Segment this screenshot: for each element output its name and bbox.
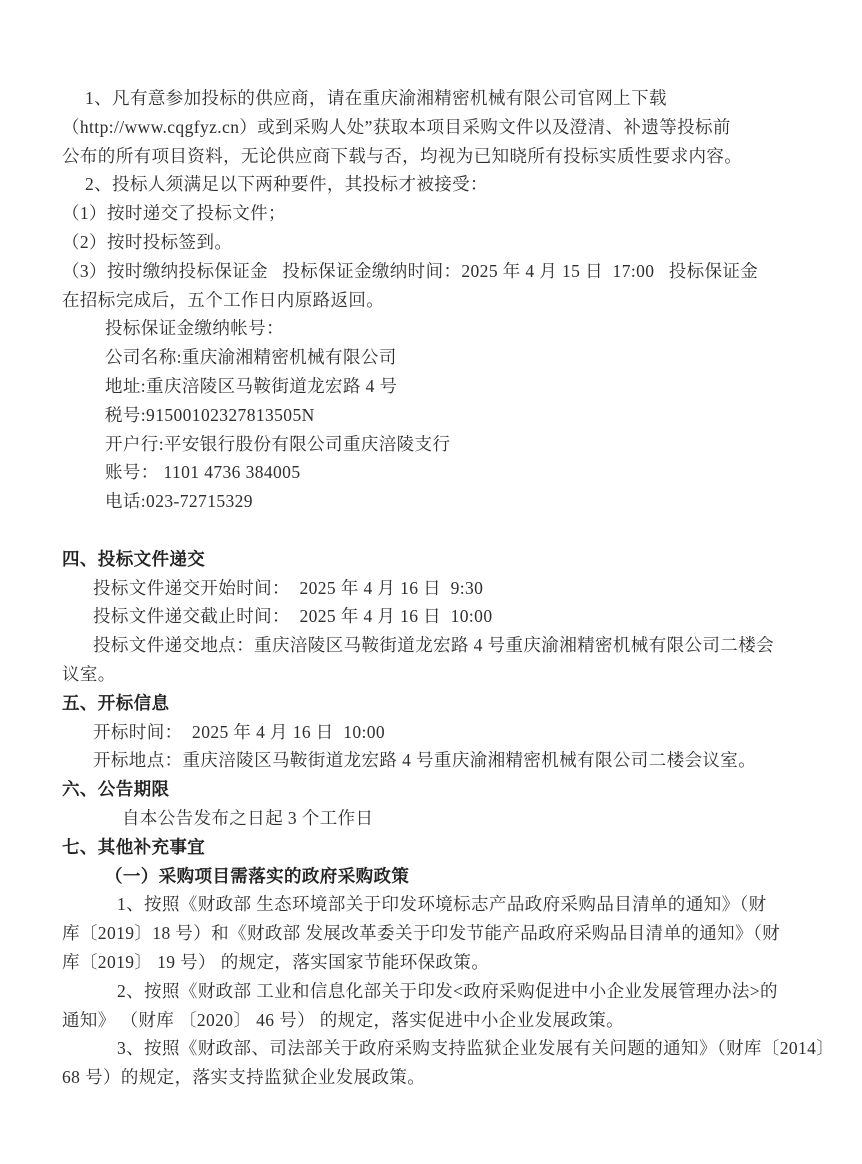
document-line: 公司名称:重庆渝湘精密机械有限公司 [105, 347, 397, 368]
document-line: 68 号）的规定，落实支持监狱企业发展政策。 [62, 1067, 426, 1088]
document-line: 议室。 [62, 663, 116, 684]
document-line: 开户行:平安银行股份有限公司重庆涪陵支行 [105, 433, 451, 454]
document-line: 在招标完成后，五个工作日内原路返回。 [62, 289, 385, 310]
document-line: 2、按照《财政部 工业和信息化部关于印发<政府采购促进中小企业发展管理办法>的 [117, 980, 778, 1001]
document-line: 公布的所有项目资料，无论供应商下载与否，均视为已知晓所有投标实质性要求内容。 [62, 145, 743, 166]
document-line: 投标保证金缴纳帐号： [105, 318, 284, 339]
document-line: 开标时间： 2025 年 4 月 16 日 10:00 [93, 721, 386, 742]
section-heading: 五、开标信息 [62, 692, 170, 713]
document-line: 1、凡有意参加投标的供应商，请在重庆渝湘精密机械有限公司官网上下载 [85, 88, 667, 108]
document-line: 自本公告发布之日起 3 个工作日 [122, 807, 374, 828]
document-line: 库〔2019〕 19 号） 的规定，落实国家节能环保政策。 [62, 951, 490, 972]
document-line: 库〔2019〕18 号）和《财政部 发展改革委关于印发节能产品政府采购品目清单的通知》（财 [62, 923, 780, 944]
document-line: 1、按照《财政部 生态环境部关于印发环境标志产品政府采购品目清单的通知》（财 [117, 894, 767, 915]
document-line: 2、投标人须满足以下两种要件，其投标才被接受： [85, 174, 488, 195]
document-line: 地址:重庆涪陵区马鞍街道龙宏路 4 号 [105, 375, 398, 396]
document-line: 投标文件递交截止时间： 2025 年 4 月 16 日 10:00 [93, 606, 493, 627]
document-line: 投标文件递交地点：重庆涪陵区马鞍街道龙宏路 4 号重庆渝湘精密机械有限公司二楼会 [93, 635, 774, 656]
document-line: （1）按时递交了投标文件； [62, 203, 286, 224]
document-line: 投标文件递交开始时间： 2025 年 4 月 16 日 9:30 [93, 577, 484, 598]
section-heading: 四、投标文件递交 [62, 548, 206, 569]
document-line: （http://www.cqgfyz.cn）或到采购人处”获取本项目采购文件以及澄清、补遗等投标前 [62, 116, 731, 137]
section-heading: （一）采购项目需落实的政府采购政策 [105, 865, 410, 886]
document-line: （3）按时缴纳投标保证金 投标保证金缴纳时间：2025 年 4 月 15 日 17:00 投标保证金 [62, 260, 759, 281]
document-line: （2）按时投标签到。 [62, 231, 233, 252]
document-body [62, 84, 835, 1092]
document-line: 开标地点：重庆涪陵区马鞍街道龙宏路 4 号重庆渝湘精密机械有限公司二楼会议室。 [93, 750, 757, 771]
document-line: 通知》 （财库 〔2020〕 46 号） 的规定，落实促进中小企业发展政策。 [62, 1009, 625, 1030]
section-heading: 七、其他补充事宜 [62, 836, 206, 857]
document-line: 3、按照《财政部、司法部关于政府采购支持监狱企业发展有关问题的通知》（财库〔2014〕 [117, 1038, 835, 1059]
section-heading: 六、公告期限 [62, 779, 170, 800]
document-line: 税号:91500102327813505N [105, 404, 315, 425]
document-line [62, 516, 804, 545]
document-line: 账号： 1101 4736 384005 [105, 462, 301, 483]
document-line: 电话:023-72715329 [105, 491, 253, 512]
